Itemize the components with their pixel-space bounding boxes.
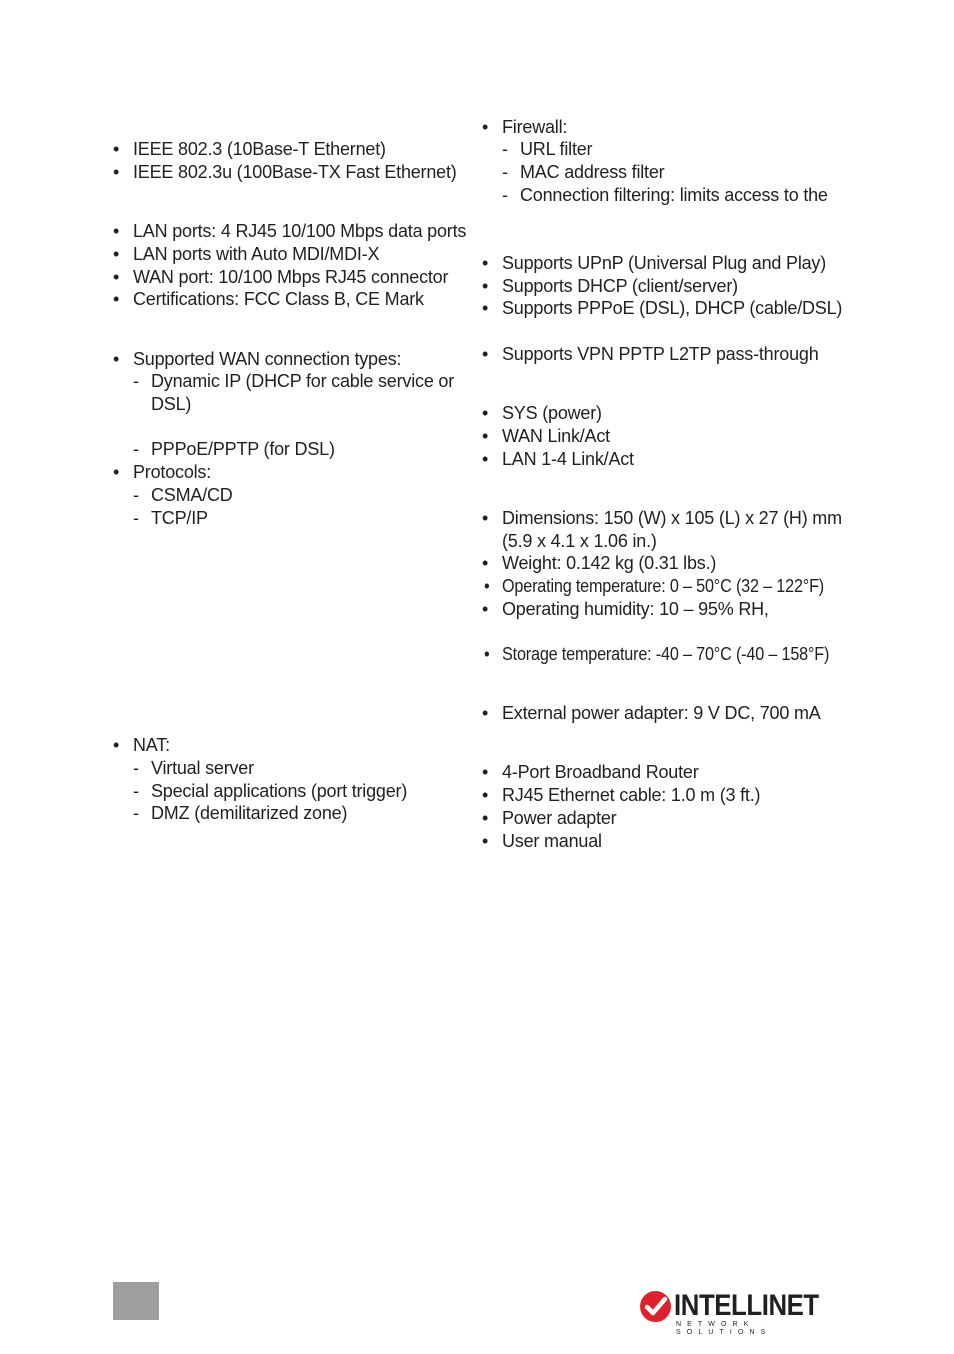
sub-list-item: - Virtual server bbox=[151, 757, 254, 780]
list-item: • SYS (power) bbox=[502, 402, 602, 425]
list-item: • Operating temperature: 0 – 50°C (32 – 122°F) bbox=[502, 575, 824, 598]
list-item: • IEEE 802.3 (10Base-T Ethernet) bbox=[133, 138, 386, 161]
page-number-box bbox=[113, 1282, 159, 1320]
list-item: • Storage temperature: -40 – 70°C (-40 – 158°F) bbox=[502, 643, 829, 666]
list-item: • Supported WAN connection types: bbox=[133, 348, 401, 371]
intellinet-logo bbox=[640, 1289, 846, 1336]
list-item: • IEEE 802.3u (100Base-TX Fast Ethernet) bbox=[133, 161, 457, 184]
list-item: • LAN 1-4 Link/Act bbox=[502, 448, 634, 471]
sub-list-item: - PPPoE/PPTP (for DSL) bbox=[151, 438, 335, 461]
list-item: • External power adapter: 9 V DC, 700 mA bbox=[502, 702, 821, 725]
list-item: • 4-Port Broadband Router bbox=[502, 761, 699, 784]
list-item: • Supports PPPoE (DSL), DHCP (cable/DSL) bbox=[502, 297, 842, 320]
list-item: • Weight: 0.142 kg (0.31 lbs.) bbox=[502, 552, 716, 575]
sub-list-item: - Special applications (port trigger) bbox=[151, 780, 407, 803]
sub-list-item: - TCP/IP bbox=[151, 507, 208, 530]
sub-list-item: - DMZ (demilitarized zone) bbox=[151, 802, 347, 825]
list-item: • Certifications: FCC Class B, CE Mark bbox=[133, 288, 424, 311]
sub-list-item: - MAC address filter bbox=[520, 161, 664, 184]
sub-list-item: - Dynamic IP (DHCP for cable service or bbox=[151, 370, 454, 393]
list-item: • WAN port: 10/100 Mbps RJ45 connector bbox=[133, 266, 448, 289]
list-item-continuation: (5.9 x 4.1 x 1.06 in.) bbox=[502, 531, 657, 551]
list-item: • Supports DHCP (client/server) bbox=[502, 275, 738, 298]
sub-list-item: - URL filter bbox=[520, 138, 592, 161]
list-item: • RJ45 Ethernet cable: 1.0 m (3 ft.) bbox=[502, 784, 760, 807]
list-item: • Firewall: bbox=[502, 116, 567, 139]
list-item: • Supports UPnP (Universal Plug and Play) bbox=[502, 252, 826, 275]
list-item: • Supports VPN PPTP L2TP pass-through bbox=[502, 343, 819, 366]
list-item: • LAN ports: 4 RJ45 10/100 Mbps data ports bbox=[133, 220, 466, 243]
list-item: • Dimensions: 150 (W) x 105 (L) x 27 (H) mm bbox=[502, 507, 842, 530]
brand-name: INTELLINET bbox=[674, 1289, 819, 1322]
list-item: • NAT: bbox=[133, 734, 170, 757]
list-item: • LAN ports with Auto MDI/MDI-X bbox=[133, 243, 379, 266]
sub-list-item: - CSMA/CD bbox=[151, 484, 233, 507]
list-item: • WAN Link/Act bbox=[502, 425, 610, 448]
sub-list-item-continuation: DSL) bbox=[151, 394, 192, 414]
list-item: • Power adapter bbox=[502, 807, 616, 830]
sub-list-item: - Connection filtering: limits access to the bbox=[520, 184, 828, 207]
list-item: • Protocols: bbox=[133, 461, 211, 484]
list-item: • User manual bbox=[502, 830, 602, 853]
brand-tagline: NETWORK SOLUTIONS bbox=[676, 1321, 772, 1336]
list-item: • Operating humidity: 10 – 95% RH, bbox=[502, 598, 769, 621]
checkmark-icon bbox=[640, 1291, 671, 1322]
